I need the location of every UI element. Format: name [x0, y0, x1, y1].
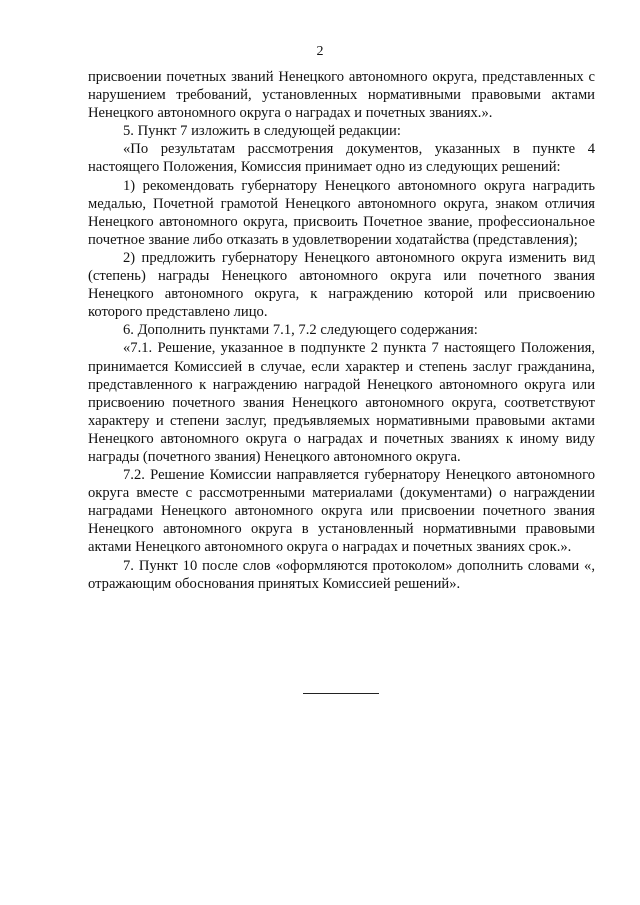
paragraph-item-7: 7. Пункт 10 после слов «оформляются протоколом» дополнить словами «, отражающим обоснования принятых Комиссией решений».	[88, 557, 595, 592]
paragraph-closing-previous: присвоении почетных званий Ненецкого автономного округа, представленных с нарушением требований, установленных нормативными правовыми актами Ненецкого автономного округа о наградах и почетных званиях.».	[88, 69, 595, 122]
paragraph-item-7-1: «7.1. Решение, указанное в подпункте 2 пункта 7 настоящего Положения, принимается Комиссией в случае, если характер и степень заслуг гражданина, представленного к награждению наградой Ненецкого автономного округа или присвоению почетного звания Ненецкого автономного округа, соответствуют характеру и степени заслуг, предъявляемых нормативными правовыми актами Ненецкого автономного округа о наградах и почетных званиях к иному виду награды (почетного звания) Ненецкого автономного округа.	[88, 340, 595, 465]
paragraph-item-5: 5. Пункт 7 изложить в следующей редакции:	[123, 123, 401, 140]
closing-separator-line	[303, 693, 379, 694]
document-body	[88, 68, 595, 593]
paragraph-item-7-2: 7.2. Решение Комиссии направляется губернатору Ненецкого автономного округа вместе с рассмотренными материалами (документами) о награждении наградами Ненецкого автономного округа или присвоении почетного звания Ненецкого автономного округа в установленный нормативными правовыми актами Ненецкого автономного округа о наградах и почетных званиях срок.».	[88, 467, 595, 556]
paragraph-subitem-1: 1) рекомендовать губернатору Ненецкого автономного округа наградить медалью, Почетной грамотой Ненецкого автономного округа, знаком отличия Ненецкого автономного округа, присвоить Почетное звание, профессиональное почетное звание либо отказать в удовлетворении ходатайства (представления);	[88, 177, 595, 248]
paragraph-decision-intro: «По результатам рассмотрения документов, указанных в пункте 4 настоящего Положения, Комиссия принимает одно из следующих решений:	[88, 141, 595, 176]
paragraph-subitem-2: 2) предложить губернатору Ненецкого автономного округа изменить вид (степень) награды Ненецкого автономного округа или почетного звания Ненецкого автономного округа, к награждению которой или присвоению которого представлено лицо.	[88, 249, 595, 321]
page-number: 2	[316, 44, 324, 59]
paragraph-item-6: 6. Дополнить пунктами 7.1, 7.2 следующего содержания:	[123, 322, 478, 339]
